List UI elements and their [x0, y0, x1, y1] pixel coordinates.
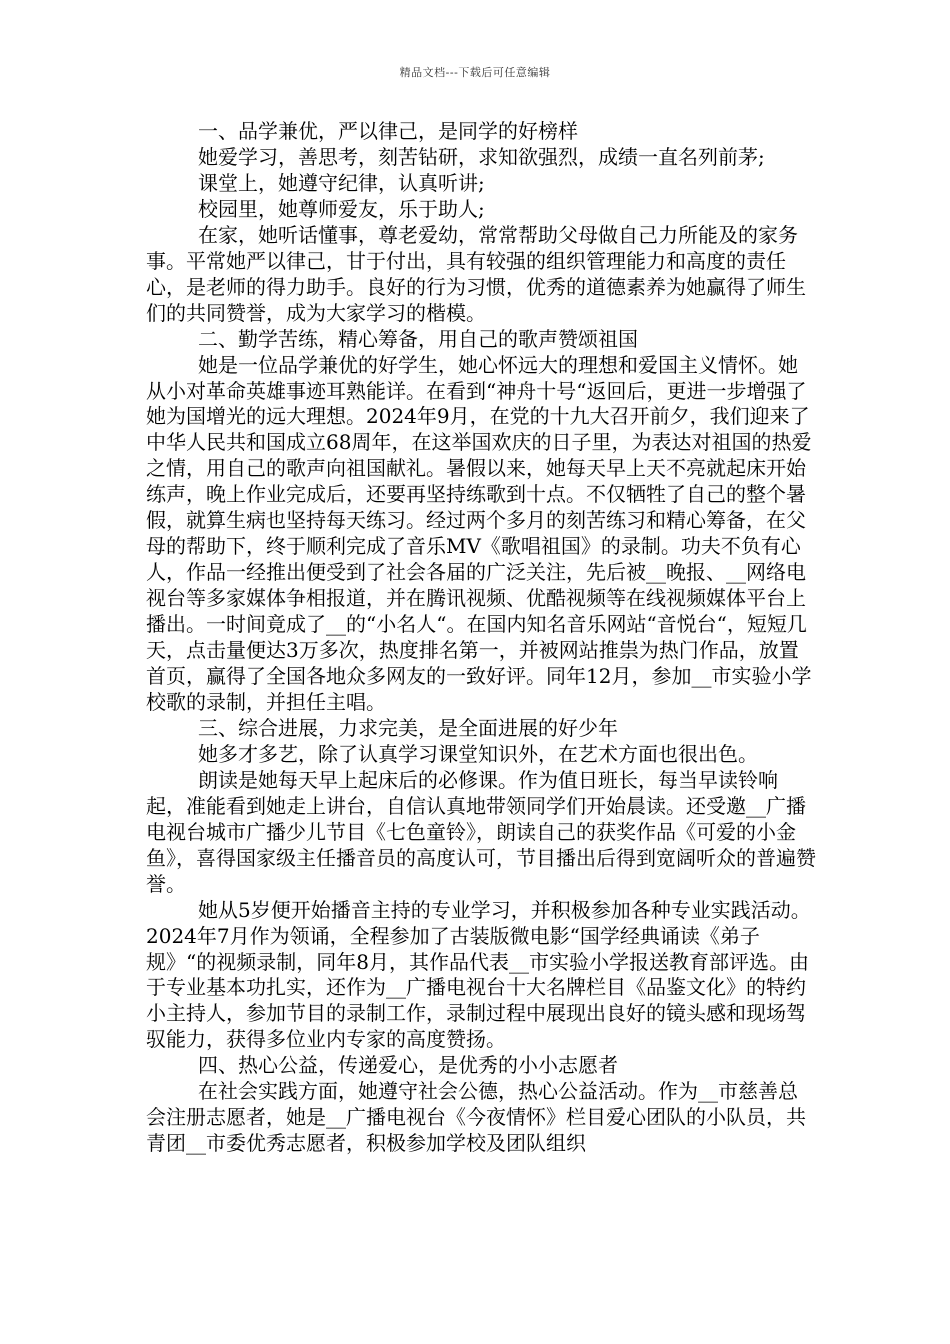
paragraph: 她从5岁便开始播音主持的专业学习，并积极参加各种专业实践活动。2024年7月作为领诵，全程参加了古装版微电影“国学经典诵读《弟子规》“的视频录制，同年8月，其作品代表__市实验小学报送教育部评选。由于专业基本功扎实，还作为__广播电视台十大名牌栏目《品鉴文化》的特约小主持人，参加节目的录制工作，录制过程中展现出良好的镜头感和现场驾驭能力，获得多位业内专家的高度赞扬。	[146, 897, 811, 1052]
paragraph: 她爱学习，善思考，刻苦钻研，求知欲强烈，成绩一直名列前茅;	[198, 144, 765, 169]
paragraph: 朗读是她每天早上起床后的必修课。作为值日班长，每当早读铃响起，准能看到她走上讲台，自信认真地带领同学们开始晨读。还受邀__广播电视台城市广播少儿节目《七色童铃》，朗读自己的获奖作品《可爱的小金鱼》，喜得国家级主任播音员的高度认可，节目播出后得到宽阔听众的普遍赞誉。	[146, 767, 816, 896]
section-heading-3: 三、综合进展，力求完美，是全面进展的好少年	[198, 715, 618, 740]
section-heading-1: 一、品学兼优，严以律己，是同学的好榜样	[198, 119, 578, 143]
section-heading-2: 二、勤学苦练，精心筹备，用自己的歌声赞颂祖国	[198, 326, 638, 351]
paragraph: 在家，她听话懂事，尊老爱幼，常常帮助父母做自己力所能及的家务事。平常她严以律己，甘于付出，具有较强的组织管理能力和高度的责任心，是老师的得力助手。良好的行为习惯，优秀的道德素养为她赢得了师生们的共同赞誉，成为大家学习的楷模。	[146, 222, 806, 325]
paragraph: 她多才多艺，除了认真学习课堂知识外，在艺术方面也很出色。	[198, 741, 758, 766]
paragraph: 在社会实践方面，她遵守社会公德，热心公益活动。作为__市慈善总会注册志愿者，她是__广播电视台《今夜情怀》栏目爱心团队的小队员，共青团__市委优秀志愿者，积极参加学校及团队组织	[146, 1079, 806, 1156]
document-body	[146, 119, 816, 1157]
section-heading-4: 四、热心公益，传递爱心，是优秀的小小志愿者	[198, 1053, 618, 1078]
paragraph: 课堂上，她遵守纪律，认真听讲;	[198, 170, 485, 195]
paragraph: 校园里，她尊师爱友，乐于助人;	[198, 196, 485, 221]
page-header: 精品文档---下载后可任意编辑	[399, 66, 551, 79]
paragraph: 她是一位品学兼优的好学生，她心怀远大的理想和爱国主义情怀。她从小对革命英雄事迹耳熟能详。在看到“神舟十号“返回后，更进一步增强了她为国增光的远大理想。2024年9月，在党的十九大召开前夕，我们迎来了中华人民共和国成立68周年，在这举国欢庆的日子里，为表达对祖国的热爱之情，用自己的歌声向祖国献礼。暑假以来，她每天早上天不亮就起床开始练声，晚上作业完成后，还要再坚持练歌到十点。不仅牺牲了自己的整个暑假，就算生病也坚持每天练习。经过两个多月的刻苦练习和精心筹备，在父母的帮助下，终于顺利完成了音乐MV《歌唱祖国》的录制。功夫不负有心人，作品一经推出便受到了社会各届的广泛关注，先后被__晚报、__网络电视台等多家媒体争相报道，并在腾讯视频、优酷视频等在线视频媒体平台上播出。一时间竟成了__的“小名人“。在国内知名音乐网站“音悦台“，短短几天，点击量便达3万多次，热度排名第一，并被网站推祟为热门作品，放置首页，赢得了全国各地众多网友的一致好评。同年12月，参加__市实验小学校歌的录制，并担任主唱。	[146, 352, 812, 714]
